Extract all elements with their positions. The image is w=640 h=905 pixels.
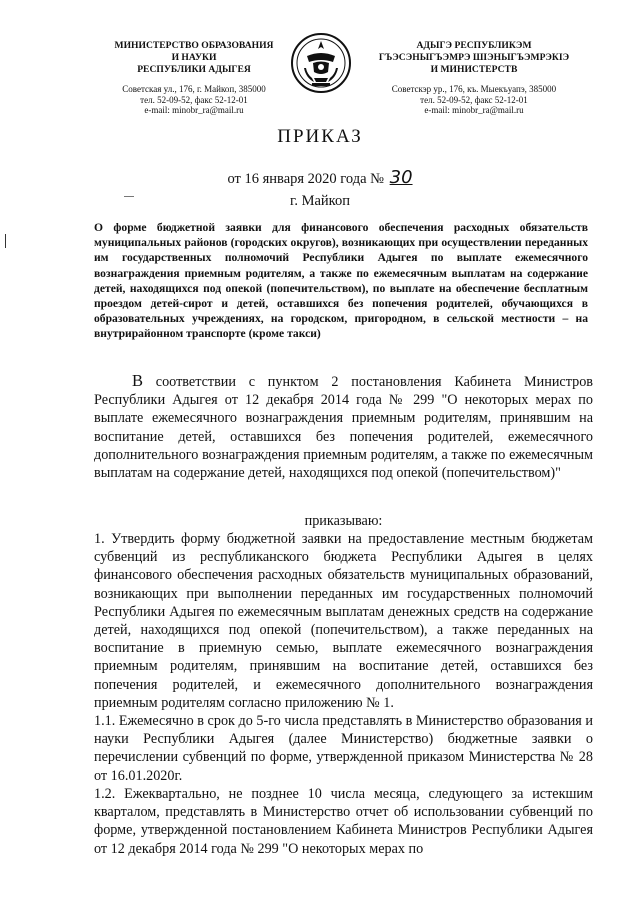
ministry-contacts-adyghe: Советскэр ур., 176, къ. Мыекъуапэ, 385000 тел. 52-09-52, факс 52-12-01 e-mail: minobr_ra@mail.ru <box>391 84 557 115</box>
document-date: от 16 января 2020 года № <box>227 171 384 187</box>
document-type-title: ПРИКАЗ <box>277 126 363 147</box>
document-subject: О форме бюджетной заявки для финансового обеспечения расходных обязательств муниципальных районов (городских округов), возникающих при осуществлении переданных им государственных полномочий Республики Адыгея по выплате ежемесячного вознаграждения приемным родителям, а также по ежемесячным выплатам на содержание детей, находящихся под опекой (попечительством), по выплате на обеспечение бесплатным проездом детей-сирот и детей, оставшихся без попечения родителей, обучающихся в образовательных учреждениях, на городском, пригородном, в сельской местности – на внутрирайонном транспорте (кроме такси) <box>94 221 588 341</box>
ministry-name-adyghe: АДЫГЭ РЕСПУБЛИКЭМ ГЪЭСЭНЫГЪЭМРЭ ШIЭНЫГЪЭМРЭКIЭ И МИНИСТЕРСТВ <box>378 40 570 75</box>
scan-edge-mark <box>5 234 6 248</box>
order-word: приказываю: <box>304 513 383 529</box>
intro-first-word: В <box>132 371 144 390</box>
intro-paragraph <box>94 372 593 482</box>
document-date-line <box>0 167 640 188</box>
ministry-contacts-russian: Советская ул., 176, г. Майкоп, 385000 тел. 52-09-52, факс 52-12-01 e-mail: minobr_ra@mail.ru <box>122 84 266 115</box>
ministry-name-russian: МИНИСТЕРСТВО ОБРАЗОВАНИЯ И НАУКИ РЕСПУБЛИКИ АДЫГЕЯ <box>114 40 274 75</box>
item-1-paragraph: 1. Утвердить форму бюджетной заявки на предоставление местным бюджетам субвенций из республиканского бюджета Республики Адыгея в целях финансового обеспечения расходных обязательств муниципальных образований, возникающих при выполнении переданных им государственных полномочий Республики Адыгея по ежемесячным выплатам денежных средств на содержание детей, находящихся под опекой (попечительством), а также переданных на воспитание в приемную семью, выплате ежемесячного вознаграждения приемным родителям, принявшим на воспитание детей, оставшихся без попечения родителей, и ежемесячного дополнительного вознаграждения приемным родителям согласно приложению № 1. <box>94 531 593 711</box>
letterhead-right <box>368 40 580 116</box>
document-number: 30 <box>389 167 413 188</box>
letterhead-left <box>98 40 290 116</box>
scan-speck-mark <box>124 196 134 197</box>
item-1-2-paragraph: 1.2. Ежеквартально, не позднее 10 числа месяца, следующего за истекшим кварталом, представлять в Министерство отчет об использовании субвенций по форме, утвержденной постановлением Кабинета Министров Республики Адыгея от 12 декабря 2014 года № 299 "О некоторых мерах по <box>94 786 593 857</box>
item-1-1-paragraph: 1.1. Ежемесячно в срок до 5-го числа представлять в Министерство образования и науки Республики Адыгея (далее Министерство) бюджетные заявки о перечислении субвенций по форме, утвержденной приказом Министерства № 28 от 16.01.2020г. <box>94 713 593 784</box>
republic-of-adygea-coat-of-arms-icon <box>290 32 352 94</box>
document-city: г. Майкоп <box>290 193 350 209</box>
intro-text: соответствии с пунктом 2 постановления Кабинета Министров Республики Адыгея от 12 декабря 2014 года № 299 "О некоторых мерах по выплате ежемесячного вознаграждения приемным родителям, принявшим на воспитание детей, оставшихся без попечения родителей, ежемесячного дополнительного вознаграждения приемным родителям, а также по ежемесячным выплатам на содержание детей, находящихся под опекой (попечительством)" <box>94 374 593 482</box>
